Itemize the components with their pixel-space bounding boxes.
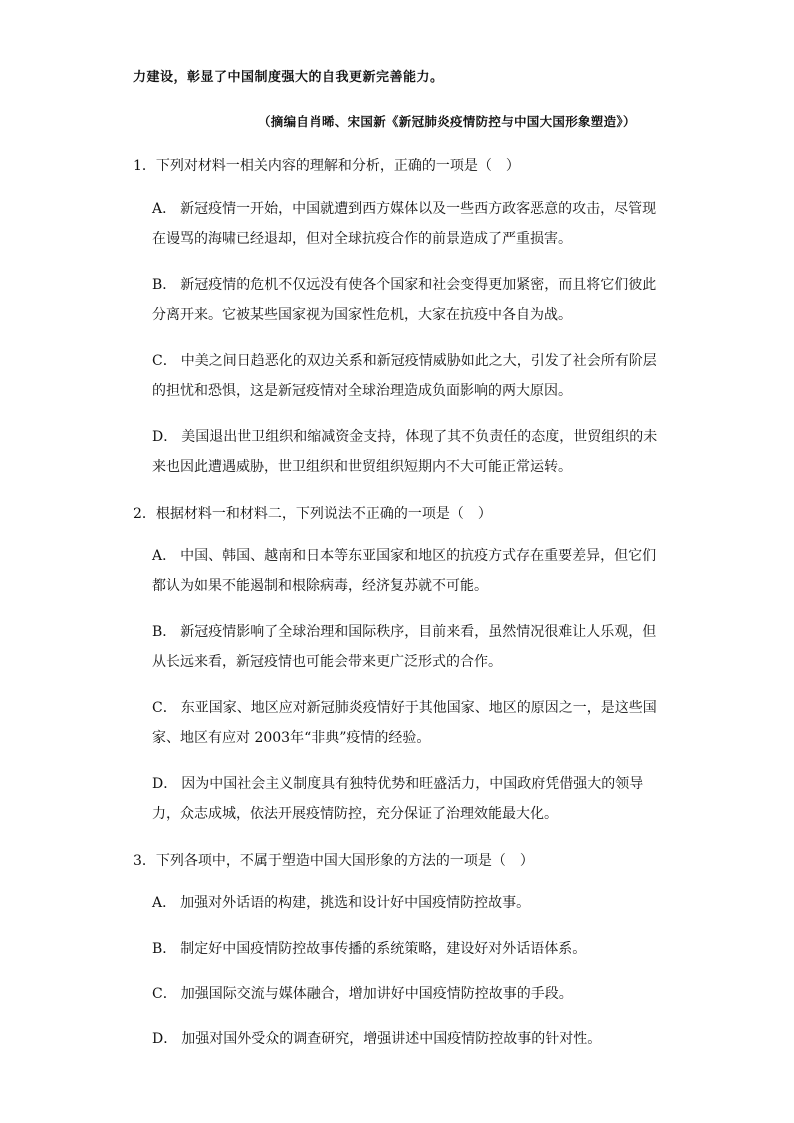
option-letter: B． (152, 941, 177, 957)
question-3-option-d (152, 1024, 664, 1054)
question-1-option-b (152, 270, 664, 330)
option-text: 制定好中国疫情防控故事传播的系统策略，建设好对外话语体系。 (180, 941, 587, 957)
option-letter: B． (152, 277, 177, 293)
option-text: 东亚国家、地区应对新冠肺炎疫情好于其他国家、地区的原因之一，是这些国家、地区有应对 2003年“非典”疫情的经验。 (152, 700, 657, 746)
option-letter: D． (152, 776, 178, 792)
option-letter: C． (152, 353, 177, 369)
option-letter: A． (152, 548, 177, 564)
question-2-option-d (152, 769, 664, 829)
question-1-option-d (152, 422, 664, 482)
question-3-option-a (152, 888, 664, 918)
option-text: 加强对外话语的构建，挑选和设计好中国疫情防控故事。 (180, 895, 531, 911)
option-letter: A． (152, 201, 177, 217)
question-1-option-c (152, 346, 664, 406)
question-1-option-a (152, 194, 664, 254)
option-letter: B． (152, 624, 177, 640)
option-letter: C． (152, 986, 177, 1002)
option-text: 加强国际交流与媒体融合，增加讲好中国疫情防控故事的手段。 (180, 986, 573, 1002)
passage-citation: （摘编自肖晞、宋国新《新冠肺炎疫情防控与中国大国形象塑造》） (258, 114, 636, 129)
option-text: 新冠疫情影响了全球治理和国际秩序，目前来看，虽然情况很难让人乐观，但从长远来看，新冠疫情也可能会带来更广泛形式的合作。 (152, 624, 657, 670)
option-text: 新冠疫情一开始，中国就遭到西方媒体以及一些西方政客恶意的攻击，尽管现在谩骂的海啸已经退却，但对全球抗疫合作的前景造成了严重损害。 (152, 201, 657, 247)
question-1-stem: 1．下列对材料一相关内容的理解和分析，正确的一项是（ ） (133, 158, 520, 174)
question-2-stem: 2．根据材料一和材料二，下列说法不正确的一项是（ ） (133, 506, 492, 522)
question-2-option-c (152, 693, 664, 753)
option-letter: D． (152, 1031, 178, 1047)
option-text: 美国退出世卫组织和缩减资金支持，体现了其不负责任的态度，世贸组织的未来也因此遭遇威胁，世卫组织和世贸组织短期内不大可能正常运转。 (152, 429, 658, 475)
question-3-option-c (152, 979, 664, 1009)
option-text: 中国、韩国、越南和日本等东亚国家和地区的抗疫方式存在重要差异，但它们都认为如果不能遏制和根除病毒，经济复苏就不可能。 (152, 548, 657, 594)
option-text: 新冠疫情的危机不仅远没有使各个国家和社会变得更加紧密，而且将它们彼此分离开来。它被某些国家视为国家性危机，大家在抗疫中各自为战。 (152, 277, 657, 323)
option-text: 加强对国外受众的调查研究，增强讲述中国疫情防控故事的针对性。 (181, 1031, 602, 1047)
option-text: 中美之间日趋恶化的双边关系和新冠疫情威胁如此之大，引发了社会所有阶层的担忧和恐惧，这是新冠疫情对全球治理造成负面影响的两大原因。 (152, 353, 657, 399)
question-2-option-a (152, 541, 664, 601)
option-letter: A． (152, 895, 177, 911)
question-3-option-b (152, 934, 664, 964)
question-3-stem: 3．下列各项中，不属于塑造中国大国形象的方法的一项是（ ） (133, 853, 534, 869)
option-letter: C． (152, 700, 177, 716)
option-text: 因为中国社会主义制度具有独特优势和旺盛活力，中国政府凭借强大的领导力，众志成城，依法开展疫情防控，充分保证了治理效能最大化。 (152, 776, 644, 822)
question-2-option-b (152, 617, 664, 677)
passage-closing-line: 力建设，彰显了中国制度强大的自我更新完善能力。 (133, 70, 444, 85)
option-letter: D． (152, 429, 178, 445)
